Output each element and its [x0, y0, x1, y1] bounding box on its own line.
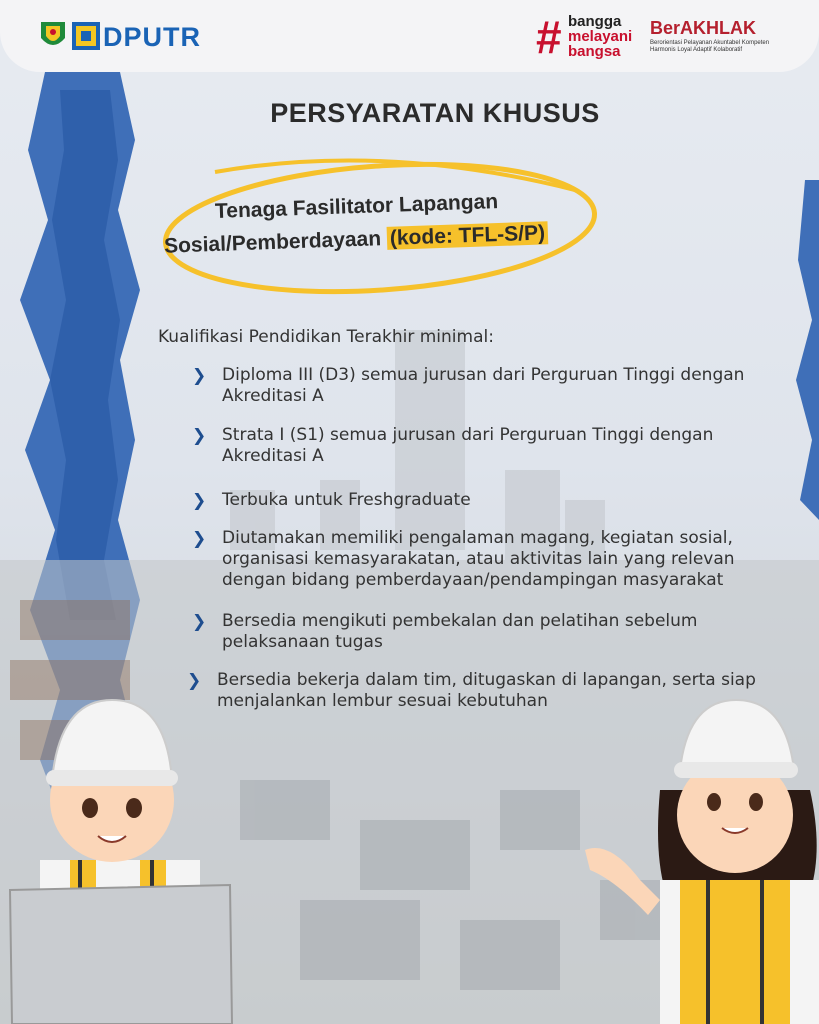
- akhlak-title: BerAKHLAK: [650, 18, 757, 38]
- position-code: (kode: TFL-S/P): [387, 221, 549, 250]
- list-item: [192, 490, 792, 511]
- chevron-right-icon: ❯: [192, 426, 207, 446]
- hashtag-word: melayani: [568, 28, 633, 45]
- chevron-right-icon: ❯: [192, 612, 207, 632]
- list-item: [192, 611, 792, 653]
- position-title-text: Sosial/Pemberdayaan: [163, 227, 382, 258]
- hashtag-words: [568, 14, 632, 59]
- pupr-logo-icon: [72, 22, 100, 50]
- brand-name: DPUTR: [103, 22, 201, 52]
- header-bar: [0, 0, 819, 72]
- hashtag-symbol: #: [536, 11, 562, 63]
- list-item: [192, 425, 792, 467]
- position-title-line1: Tenaga Fasilitator Lapangan: [214, 190, 499, 223]
- requirement-text: Strata I (S1) semua jurusan dari Perguruan Tinggi dengan Akreditasi A: [222, 425, 714, 466]
- chevron-right-icon: ❯: [192, 529, 207, 549]
- requirement-text: Diploma III (D3) semua jurusan dari Perguruan Tinggi dengan Akreditasi A: [222, 365, 745, 406]
- requirements-list: [187, 365, 792, 712]
- requirement-text: Terbuka untuk Freshgraduate: [222, 490, 471, 510]
- qualification-intro: Kualifikasi Pendidikan Terakhir minimal:: [158, 327, 494, 347]
- chevron-right-icon: ❯: [187, 671, 202, 691]
- hashtag-word: bangsa: [568, 43, 621, 60]
- government-emblem-icon: [38, 20, 68, 52]
- chevron-right-icon: ❯: [192, 491, 207, 511]
- requirement-text: Diutamakan memiliki pengalaman magang, kegiatan sosial, organisasi kemasyarakatan, atau aktivitas lain yang relevan dengan bidang pemberdayaan/pendampingan masyarakat: [222, 528, 735, 590]
- list-item: [192, 365, 792, 407]
- requirement-text: Bersedia bekerja dalam tim, ditugaskan di lapangan, serta siap menjalankan lembur sesuai kebutuhan: [217, 670, 756, 711]
- list-item: [187, 670, 787, 712]
- list-item: [192, 528, 792, 591]
- hashtag-word: bangga: [568, 13, 622, 30]
- requirement-text: Bersedia mengikuti pembekalan dan pelatihan sebelum pelaksanaan tugas: [222, 611, 698, 652]
- akhlak-subtitle: Berorientasi Pelayanan Akuntabel Kompeten Harmonis Loyal Adaptif Kolaboratif: [650, 40, 770, 53]
- chevron-right-icon: ❯: [192, 366, 207, 386]
- page-title: PERSYARATAN KHUSUS: [270, 98, 600, 128]
